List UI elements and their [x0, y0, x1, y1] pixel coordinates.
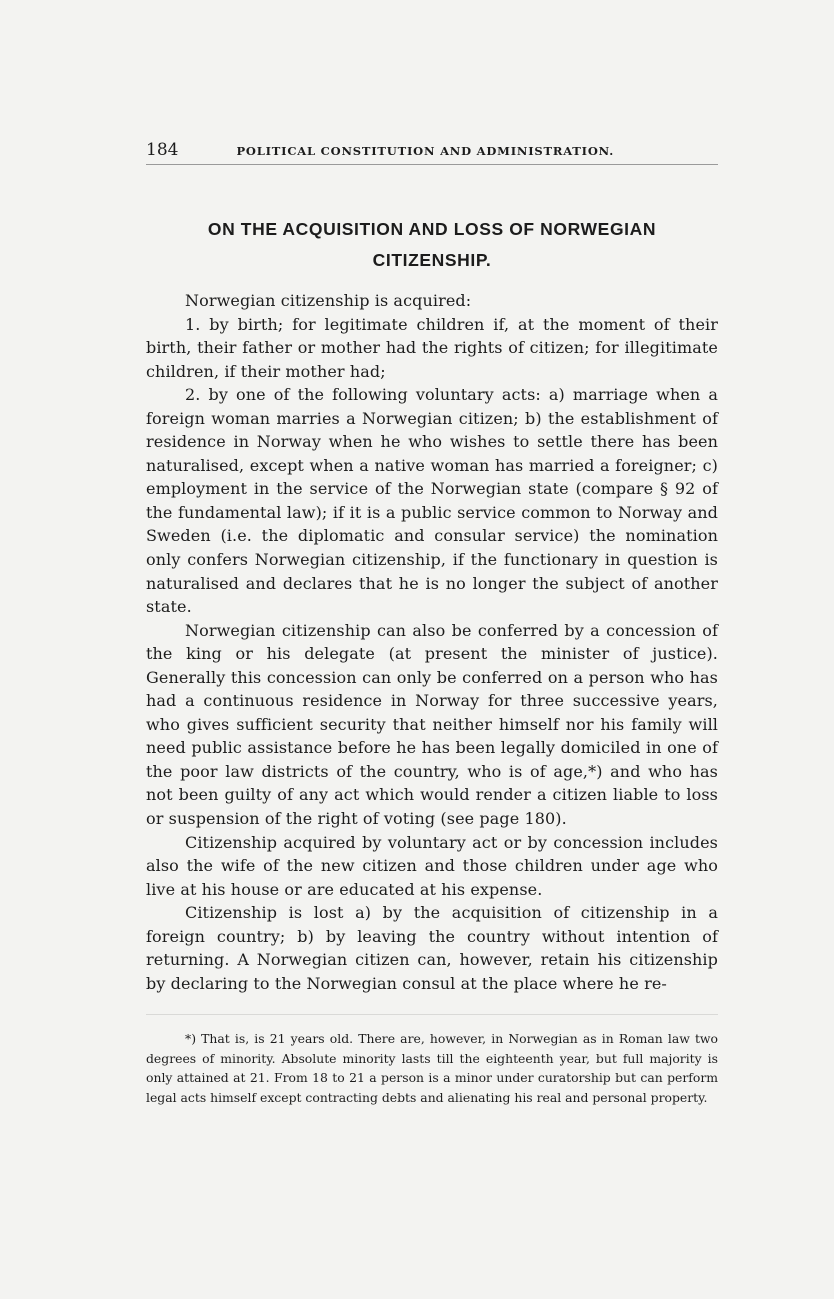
section-title-line-2: CITIZENSHIP. — [372, 250, 492, 270]
paragraph: Citizenship acquired by voluntary act or by concession includes also the wife of the new citizen and those children under age who live at his house or are educated at his expense. — [146, 832, 718, 899]
paragraph: 1. by birth; for legitimate children if, at the moment of their birth, their father or mother had the rights of citizen; for illegitimate children, if their mother had; — [146, 314, 718, 381]
running-head — [146, 140, 718, 162]
paragraph: Norwegian citizenship can also be conferred by a concession of the king or his delegate (at present the minister of justice). Generally this concession can only be conferred on a person who has had a continuous residence in Norway for three successive years, who gives sufficient security that neither himself nor his family will need public assistance before he has been legally domiciled in one of the poor law districts of the country, who is of age,*) and who has not been guilty of any act which would render a citizen liable to loss or suspension of the right of voting (see page 180). — [146, 620, 718, 829]
body-text — [146, 289, 718, 995]
running-title: POLITICAL CONSTITUTION AND ADMINISTRATION. — [236, 144, 615, 158]
paragraph: 2. by one of the following voluntary acts: a) marriage when a foreign woman marries a Norwegian citizen; b) the establishment of residence in Norway when he who wishes to settle there has been naturalised, except when a native woman has married a foreigner; c) employment in the service of the Norwegian state (compare § 92 of the fundamental law); if it is a public service common to Norway and Sweden (i.e. the diplomatic and consular service) the nomination only confers Norwegian citizenship, if the functionary in question is naturalised and declares that he is no longer the subject of another state. — [146, 385, 718, 617]
footnote-rule — [146, 1014, 718, 1015]
footnote-text: *) That is, is 21 years old. There are, however, in Norwegian as in Roman law two degrees of minority. Absolute minority lasts till the eighteenth year, but full majority is only attained at 21. From 18 to 21 a person is a minor under curatorship but can perform legal acts himself except contracting debts and alienating his real and personal property. — [146, 1031, 718, 1105]
paragraph: Citizenship is lost a) by the acquisition of citizenship in a foreign country; b) by leaving the country without intention of returning. A Norwegian citizen can, however, retain his citizenship by declaring to the Norwegian consul at the place where he re- — [146, 903, 718, 993]
footnote — [146, 1029, 718, 1107]
page-number: 184 — [146, 140, 179, 160]
section-title-line-1: ON THE ACQUISITION AND LOSS OF NORWEGIAN — [207, 219, 657, 239]
header-rule — [146, 164, 718, 165]
paragraph: Norwegian citizenship is acquired: — [185, 291, 472, 310]
section-title — [146, 214, 718, 276]
